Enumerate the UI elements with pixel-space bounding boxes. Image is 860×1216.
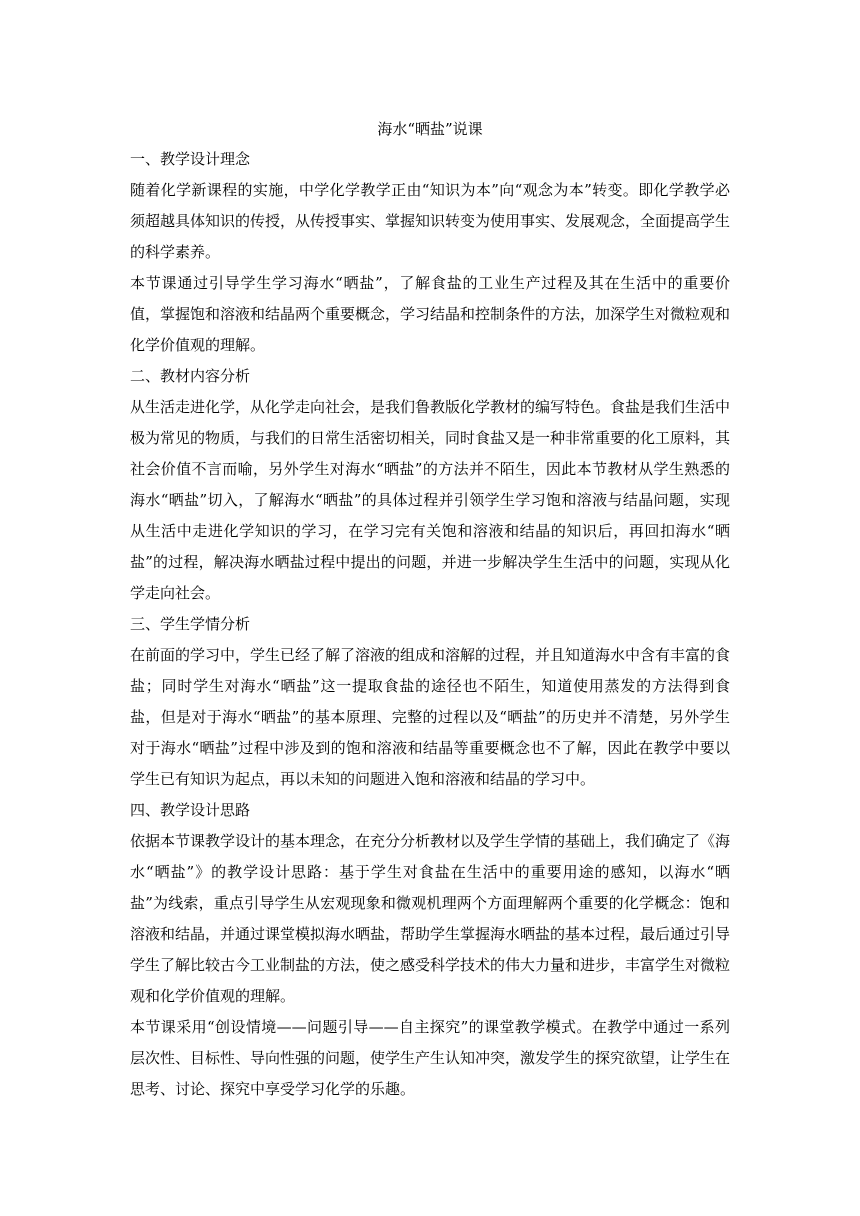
section-heading: 二、教材内容分析 (130, 367, 251, 385)
paragraph: 从生活走进化学，从化学走向社会，是我们鲁教版化学教材的编写特色。食盐是我们生活中极为常见的物质，与我们的日常生活密切相关，同时食盐又是一种非常重要的化工原料，其社会价值不言而喻，另外学生对海水“晒盐”的方法并不陌生，因此本节教材从学生熟悉的海水“晒盐”切入，了解海水“晒盐”的具体过程并引领学生学习饱和溶液与结晶问题，实现从生活中走进化学知识的学习，在学习完有关饱和溶液和结晶的知识后，再回扣海水“晒盐”的过程，解决海水晒盐过程中提出的问题，并进一步解决学生生活中的问题，实现从化学走向社会。 (130, 398, 731, 602)
paragraph: 随着化学新课程的实施，中学化学教学正由“知识为本”向“观念为本”转变。即化学教学必须超越具体知识的传授，从传授事实、掌握知识转变为使用事实、发展观念，全面提高学生的科学素养。 (130, 181, 731, 261)
paragraph: 依据本节课教学设计的基本理念，在充分分析教材以及学生学情的基础上，我们确定了《海水“晒盐”》的教学设计思路：基于学生对食盐在生活中的重要用途的感知，以海水“晒盐”为线索，重点引导学生从宏观现象和微观机理两个方面理解两个重要的化学概念：饱和溶液和结晶，并通过课堂模拟海水晒盐，帮助学生掌握海水晒盐的基本过程，最后通过引导学生了解比较古今工业制盐的方法，使之感受科学技术的伟大力量和进步，丰富学生对微粒观和化学价值观的理解。 (130, 832, 731, 1005)
document-page (130, 114, 730, 1105)
section-textbook-analysis (130, 361, 730, 609)
paragraph: 在前面的学习中，学生已经了解了溶液的组成和溶解的过程，并且知道海水中含有丰富的食盐；同时学生对海水“晒盐”这一提取食盐的途径也不陌生，知道使用蒸发的方法得到食盐，但是对于海水“晒盐”的基本原理、完整的过程以及“晒盐”的历史并不清楚，另外学生对于海水“晒盐”过程中涉及到的饱和溶液和结晶等重要概念也不了解，因此在教学中要以学生已有知识为起点，再以未知的问题进入饱和溶液和结晶的学习中。 (130, 646, 731, 788)
section-heading: 四、教学设计思路 (130, 801, 251, 819)
paragraph: 本节课通过引导学生学习海水“晒盐”，了解食盐的工业生产过程及其在生活中的重要价值，掌握饱和溶液和结晶两个重要概念，学习结晶和控制条件的方法，加深学生对微粒观和化学价值观的理解。 (130, 274, 731, 354)
section-design-approach (130, 795, 730, 1105)
paragraph: 本节课采用“创设情境——问题引导——自主探究”的课堂教学模式。在教学中通过一系列层次性、目标性、导向性强的问题，使学生产生认知冲突，激发学生的探究欲望，让学生在思考、讨论、探究中享受学习化学的乐趣。 (130, 1018, 731, 1098)
document-title: 海水“晒盐”说课 (377, 120, 483, 138)
section-design-philosophy (130, 144, 730, 361)
section-student-analysis (130, 609, 730, 795)
section-heading: 三、学生学情分析 (130, 615, 251, 633)
section-heading: 一、教学设计理念 (130, 150, 251, 168)
